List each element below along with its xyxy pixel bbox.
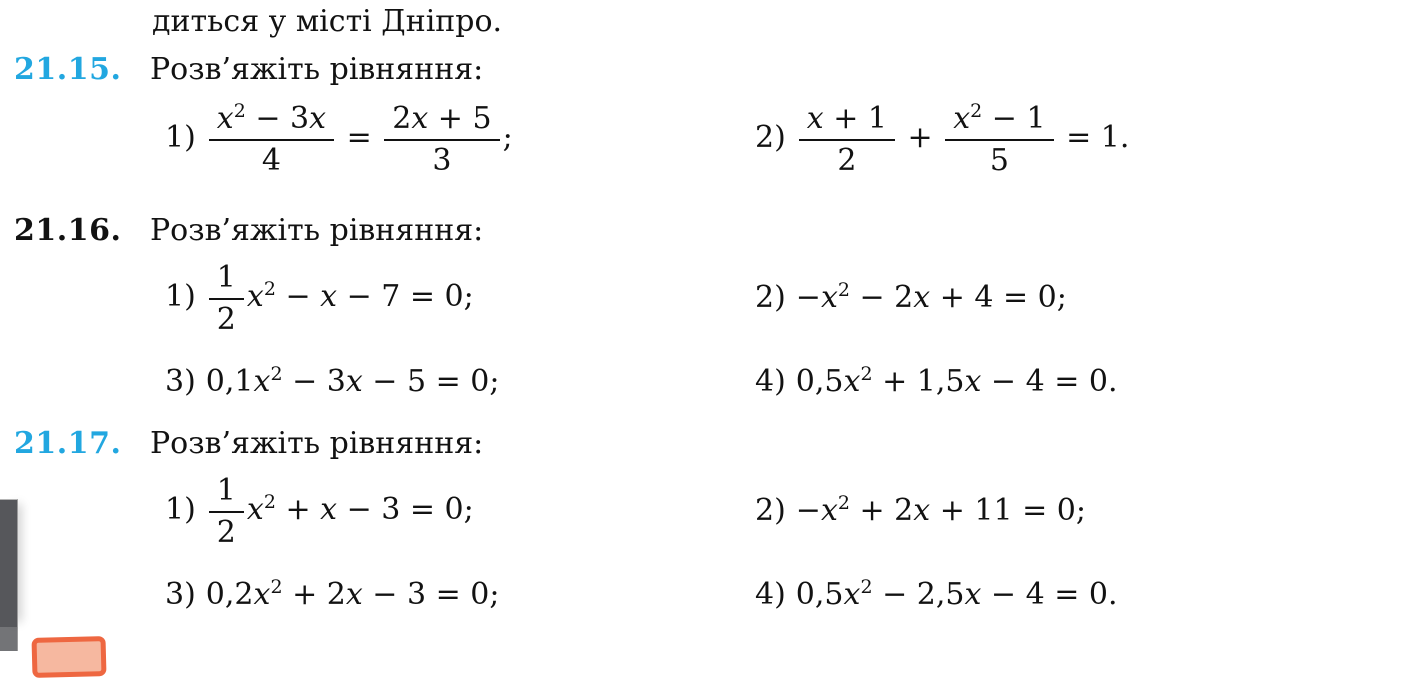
equation-list [0, 472, 1422, 613]
problem-header [0, 52, 1422, 88]
problem-21-15 [0, 52, 1422, 177]
problem-21-16 [0, 213, 1422, 400]
equation-label: 1) [165, 278, 196, 314]
equation-item [165, 577, 755, 613]
equation-item [755, 577, 1422, 613]
math-expression: $0,5x^2 - 2,5x - 4 = 0$. [795, 576, 1118, 612]
problem-instruction: Розв’яжіть рівняння: [150, 52, 484, 87]
equation-list [0, 100, 1422, 177]
equation-label: 3) [165, 364, 196, 399]
math-expression: $\frac{1}{2}$ $x^2 - x - 7 = 0$; [206, 279, 474, 314]
page-text-fragment: диться у місті Дніпро. [152, 4, 503, 39]
math-expression: $0,2x^2 + 2x - 3 = 0$; [205, 576, 500, 612]
math-expression: $-x^2 - 2x + 4 = 0$; [795, 278, 1067, 315]
equation-label: 1) [165, 491, 196, 527]
equation-label: 2) [755, 119, 786, 155]
equation-item [165, 100, 755, 177]
equation-list [0, 259, 1422, 400]
equation-item [165, 364, 755, 400]
equation-label: 3) [165, 577, 196, 612]
scrollbar-thumb[interactable] [0, 499, 18, 627]
equation-item [165, 259, 755, 336]
problem-number: 21.15. [14, 52, 122, 87]
textbook-page [0, 4, 1422, 651]
equation-item [755, 493, 1422, 529]
problem-21-17 [0, 426, 1422, 613]
equation-label: 4) [755, 577, 786, 612]
problem-instruction: Розв’яжіть рівняння: [150, 213, 484, 248]
equation-item [165, 472, 755, 549]
equation-label: 2) [755, 279, 786, 315]
equation-item [755, 280, 1422, 316]
equation-item [755, 364, 1422, 400]
problem-number: 21.17. [14, 426, 122, 461]
math-expression: $0,5x^2 + 1,5x - 4 = 0$. [795, 363, 1118, 399]
equation-item [755, 100, 1422, 177]
problem-header [0, 426, 1422, 462]
equation-label: 2) [755, 492, 786, 528]
orange-highlight-annotation [31, 636, 106, 678]
math-expression: $0,1x^2 - 3x - 5 = 0$; [205, 363, 500, 399]
math-expression: $\frac{1}{2}$ $x^2 + x - 3 = 0$; [206, 492, 474, 527]
scrollbar-track[interactable] [0, 626, 18, 651]
math-expression: $-x^2 + 2x + 11 = 0$; [795, 491, 1086, 528]
equation-label: 4) [755, 364, 786, 399]
equation-label: 1) [165, 119, 196, 155]
math-expression: $\frac{x^2 - 3x}{4}$ = $\frac{2x + 5}{3}$ ; [206, 120, 513, 155]
problem-number: 21.16. [14, 213, 122, 248]
math-expression: $\frac{x + 1}{2}$ + $\frac{x^2 - 1}{5}$ = 1. [796, 120, 1130, 155]
problem-header [0, 213, 1422, 249]
problem-instruction: Розв’яжіть рівняння: [150, 426, 484, 461]
